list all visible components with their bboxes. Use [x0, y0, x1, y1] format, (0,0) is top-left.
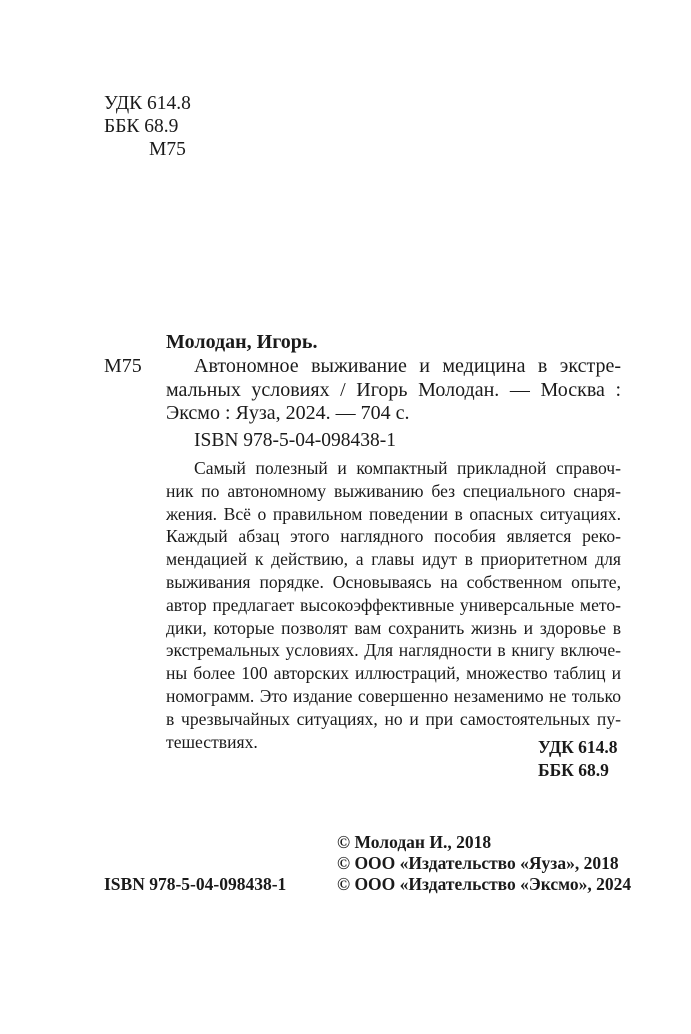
bbk-code-top: ББК 68.9 [104, 116, 179, 137]
abstract-line: номограмм. Это издание совершенно незаменимо не только [166, 685, 621, 706]
bibliographic-line: Эксмо : Яуза, 2024. — 704 с. [166, 402, 410, 424]
author-heading: Молодан, Игорь. [166, 331, 318, 353]
bibliographic-description [166, 355, 621, 426]
abstract-line: в чрезвычайных ситуациях, но и при самостоятельных пу- [166, 708, 621, 729]
abstract-line: жения. Всё о правильном поведении в опасных ситуациях. [166, 503, 621, 524]
bibliographic-line: мальных условиях / Игорь Молодан. — Москва : [166, 378, 621, 401]
copyright-line: © ООО «Издательство «Эксмо», 2024 [337, 874, 632, 894]
author-mark-top: М75 [149, 139, 186, 160]
abstract-paragraph [166, 457, 621, 753]
abstract-line: Каждый абзац этого наглядного пособия является реко- [166, 526, 621, 547]
isbn-record: ISBN 978-5-04-098438-1 [194, 430, 397, 451]
abstract-line: ник по автономному выживанию без специального снаря- [166, 480, 621, 501]
abstract-line: автор предлагает высокоэффективные универсальные мето- [166, 594, 621, 615]
copyright-line: © ООО «Издательство «Яуза», 2018 [337, 853, 619, 873]
abstract-line: мендацией к действию, а главы идут в приоритетном для [166, 549, 621, 570]
abstract-line: экстремальных условиях. Для наглядности в книгу включе- [166, 640, 621, 661]
copyright-line: © Молодан И., 2018 [337, 832, 492, 852]
author-mark-record: М75 [104, 355, 142, 377]
abstract-line: дики, которые позволят вам сохранить жизнь и здоровье в [166, 617, 621, 638]
abstract-line: выживания порядке. Основываясь на собственном опыте, [166, 571, 621, 592]
abstract-line: Самый полезный и компактный прикладной справоч- [194, 458, 621, 478]
udk-code-bottom: УДК 614.8 [538, 737, 618, 757]
abstract-line: тешествиях. [166, 731, 258, 752]
udk-code-top: УДК 614.8 [104, 93, 191, 114]
bibliographic-line: Автономное выживание и медицина в экстре- [194, 355, 621, 377]
abstract-line: ны более 100 авторских иллюстраций, множество таблиц и [166, 663, 621, 684]
isbn-footer: ISBN 978-5-04-098438-1 [104, 874, 287, 894]
bbk-code-bottom: ББК 68.9 [538, 760, 609, 780]
